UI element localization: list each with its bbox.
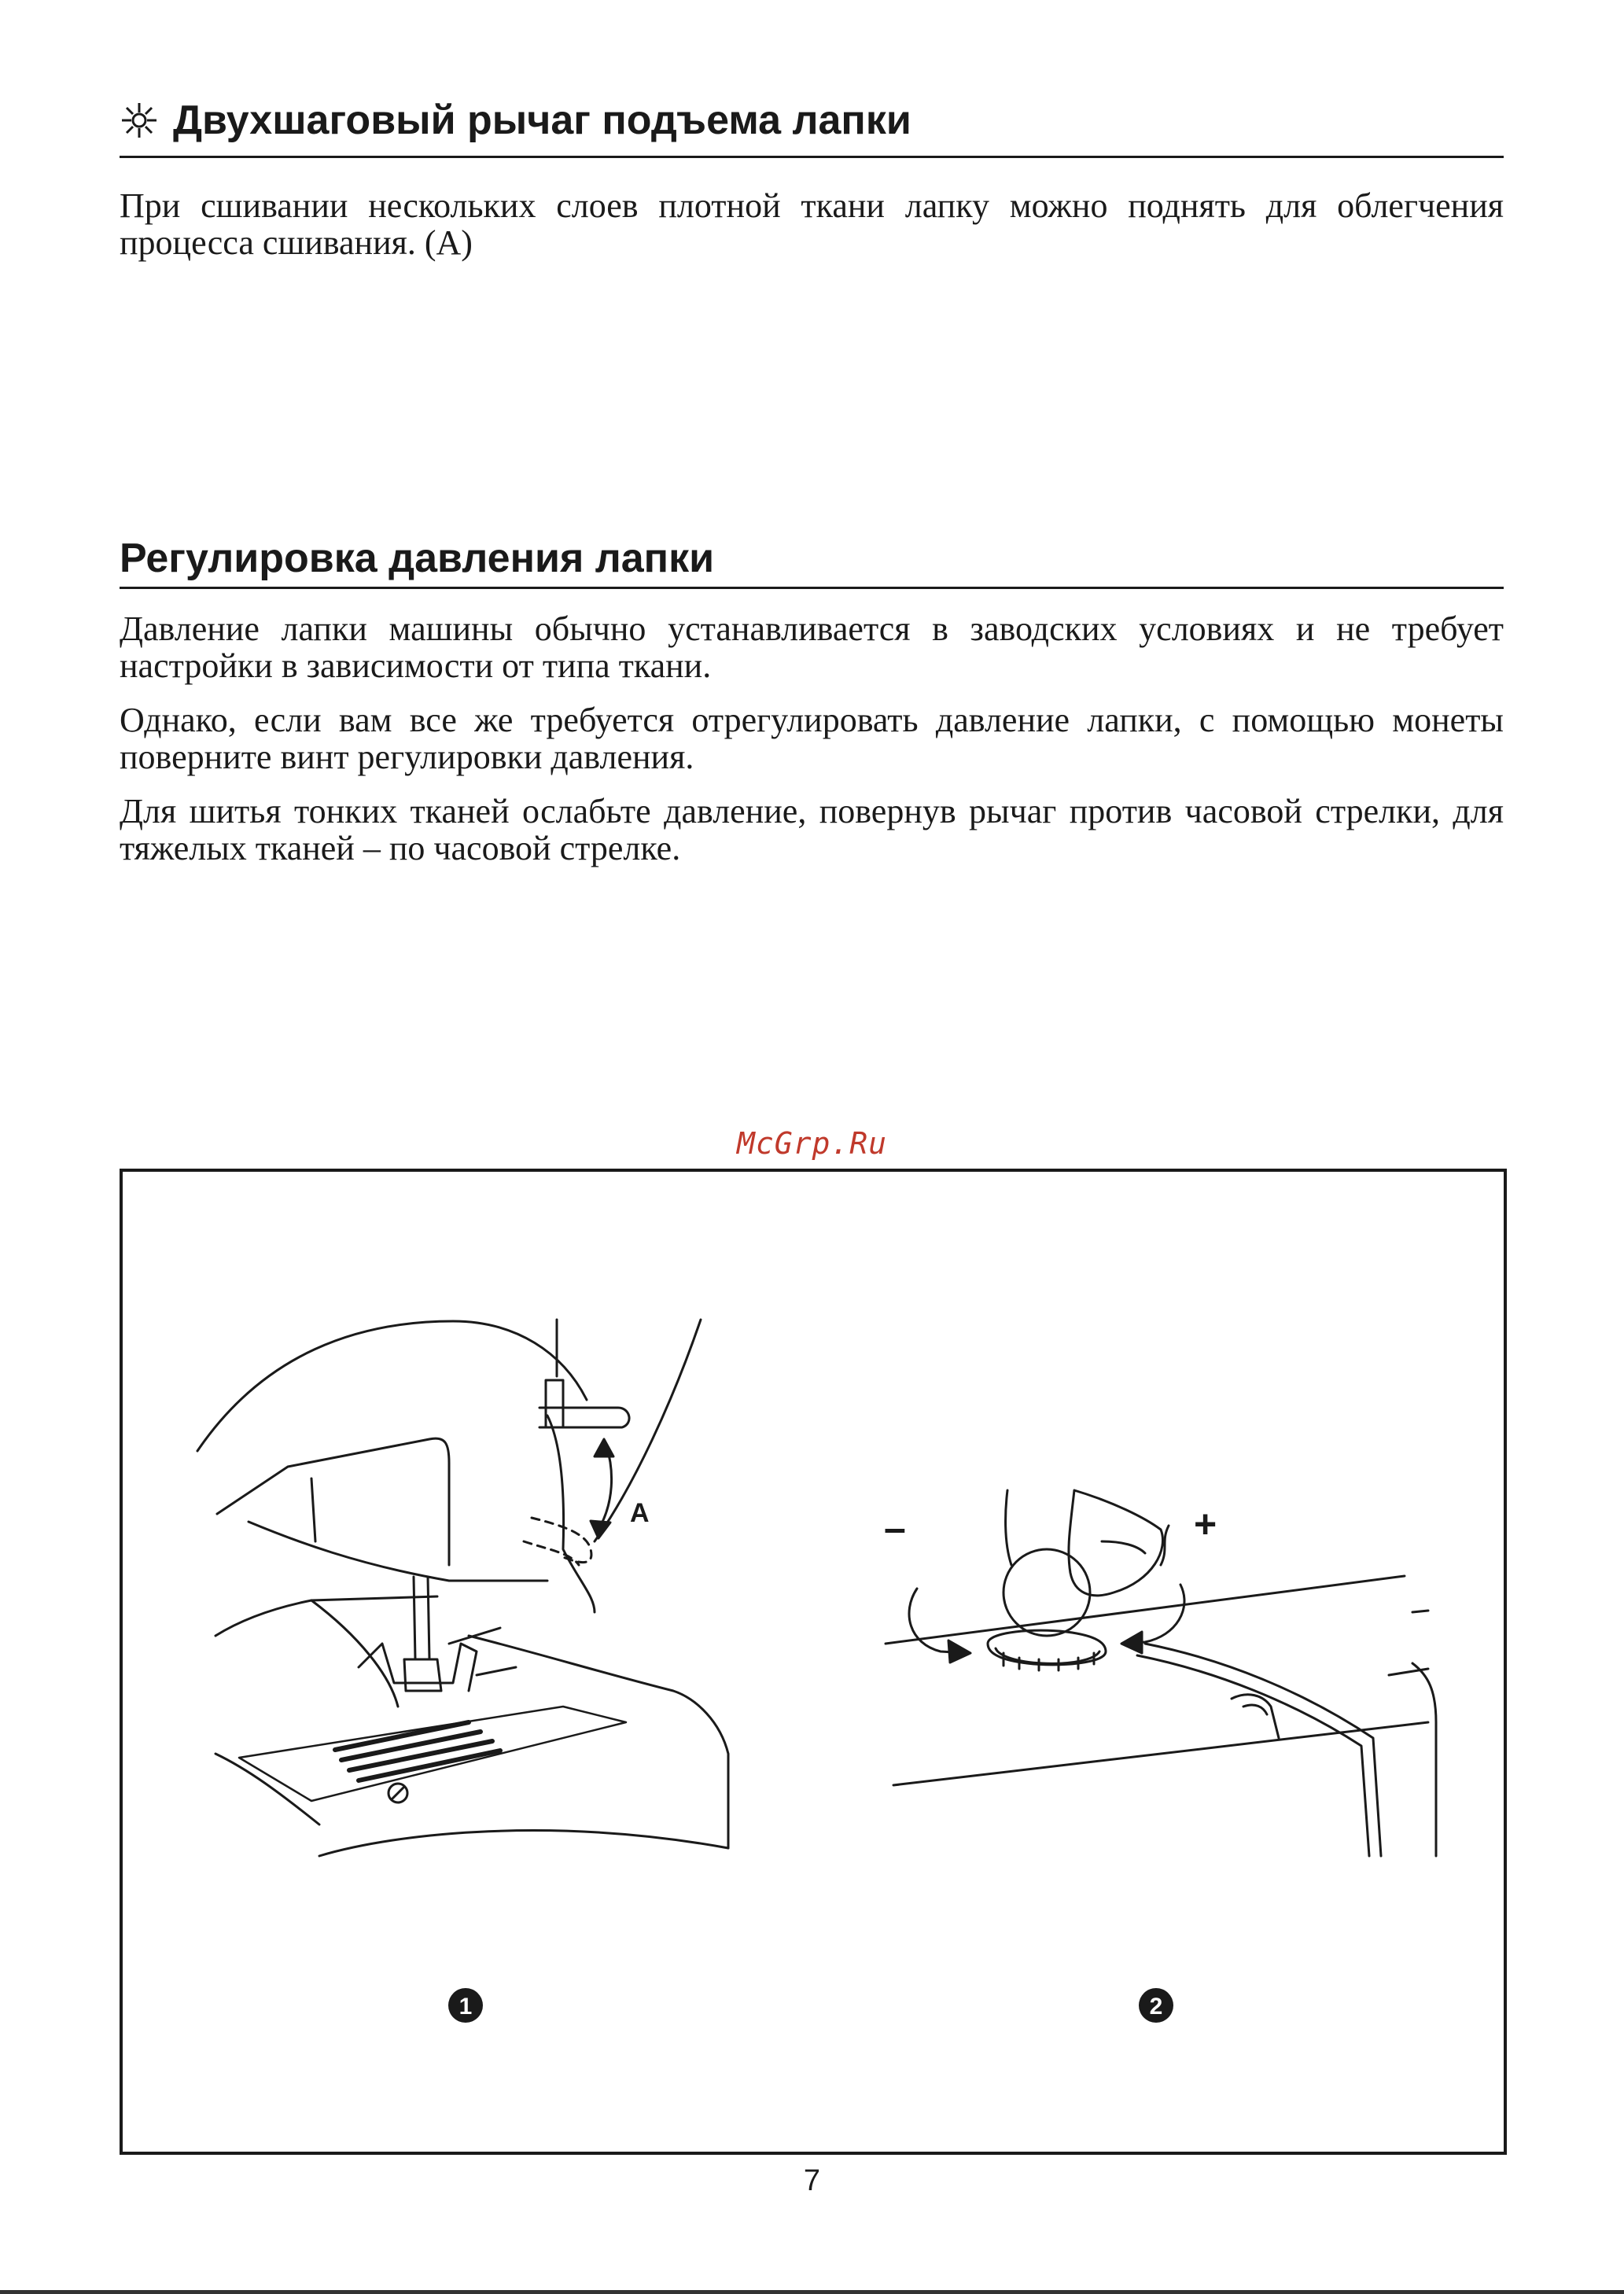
figure-box <box>120 1169 1507 2155</box>
sewing-machine-illustration <box>197 1320 728 1856</box>
star-bullet-icon <box>120 101 159 140</box>
figure-number-2: 2 <box>1149 1994 1163 2020</box>
pressure-screw-illustration <box>886 1490 1436 1856</box>
page-number: 7 <box>803 2164 821 2197</box>
section-title-text: Двухшаговый рычаг подъема лапки <box>173 98 911 143</box>
paragraph-pressure-2: Однако, если вам все же требуется отрегулировать давление лапки, с помощью монеты поверните винт регулировки давления. <box>120 701 1504 776</box>
paragraph-presser-lever: При сшивании нескольких слоев плотной ткани лапку можно поднять для облегчения процесса сшивания. (А) <box>120 186 1504 262</box>
minus-sign: – <box>884 1506 906 1550</box>
figure-illustration <box>123 1172 1504 2152</box>
figure-number-1: 1 <box>458 1994 473 2020</box>
paragraph-pressure-1: Давление лапки машины обычно устанавливается в заводских условиях и не требует настройки в зависимости от типа ткани. <box>120 609 1504 685</box>
title-underline <box>120 156 1504 158</box>
section-title-pressure <box>120 533 1504 584</box>
paragraph-pressure-3: Для шитья тонких тканей ослабьте давление, повернув рычаг против часовой стрелки, для тяжелых тканей – по часовой стрелке. <box>120 792 1504 867</box>
plus-sign: + <box>1194 1502 1217 1546</box>
label-a: A <box>630 1498 650 1528</box>
watermark: McGrp.Ru <box>736 1126 888 1161</box>
section-title-presser-lever <box>120 95 1504 145</box>
title-underline <box>120 587 1504 589</box>
scan-bottom-edge <box>0 2290 1624 2294</box>
section-title-text: Регулировка давления лапки <box>120 536 715 581</box>
